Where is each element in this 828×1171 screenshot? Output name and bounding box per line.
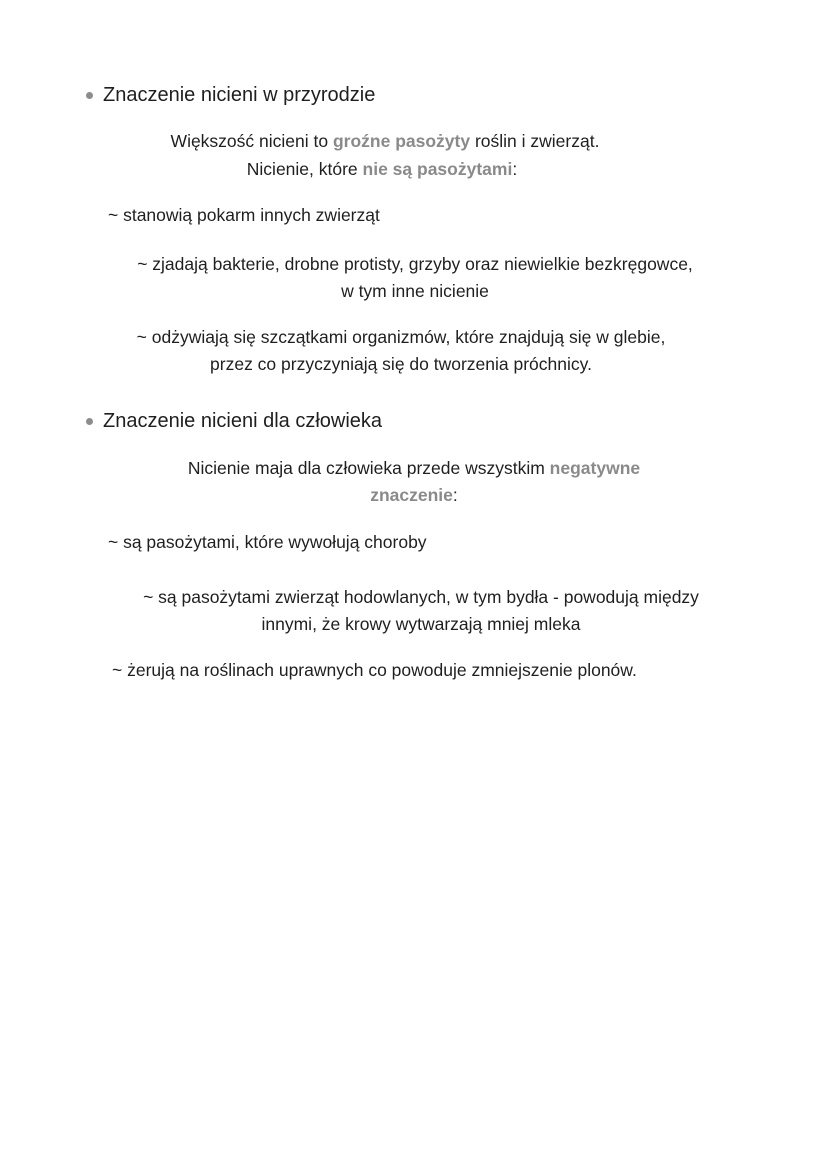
highlight-text: groźne pasożyty	[332, 131, 471, 151]
intro-text: :	[512, 159, 518, 179]
intro-line	[0, 455, 828, 482]
highlight-text: nie są pasożytami	[362, 159, 513, 179]
list-item-text: ~ stanowią pokarm innych zwierząt	[108, 205, 380, 225]
list-item-text: ~ są pasożytami, które wywołują choroby	[108, 532, 427, 552]
highlight-text: znaczenie	[370, 485, 453, 505]
intro-text: Nicienie maja dla człowieka przede wszystkim	[187, 458, 550, 478]
list-item-text: ~ zjadają bakterie, drobne protisty, grzyby oraz niewielkie bezkręgowce,	[137, 254, 693, 274]
list-item-text: ~ są pasożytami zwierząt hodowlanych, w tym bydła - powodują między	[143, 587, 699, 607]
list-item	[108, 529, 427, 556]
intro-text: roślin i zwierząt.	[470, 131, 600, 151]
list-item-text: przez co przyczyniają się do tworzenia próchnicy.	[210, 354, 592, 374]
intro-line	[0, 482, 828, 509]
bullet-icon	[86, 92, 93, 99]
intro-line	[0, 128, 770, 155]
section-heading-human	[86, 407, 382, 435]
list-item	[104, 324, 698, 378]
intro-text: Nicienie, które	[246, 159, 363, 179]
list-item-text: w tym inne nicienie	[341, 281, 489, 301]
list-item	[104, 251, 726, 305]
intro-text: :	[452, 485, 458, 505]
section-heading-nature	[86, 81, 375, 109]
section-heading-text: Znaczenie nicieni w przyrodzie	[103, 84, 376, 106]
list-item	[112, 657, 637, 684]
bullet-icon	[86, 418, 93, 425]
intro-line	[0, 156, 764, 183]
list-item-text: ~ odżywiają się szczątkami organizmów, które znajdują się w glebie,	[136, 327, 666, 347]
list-item	[108, 584, 734, 638]
section-heading-text: Znaczenie nicieni dla człowieka	[103, 410, 383, 432]
list-item	[108, 202, 380, 229]
list-item-text: ~ żerują na roślinach uprawnych co powoduje zmniejszenie plonów.	[112, 660, 637, 680]
highlight-text: negatywne	[549, 458, 641, 478]
intro-text: Większość nicieni to	[170, 131, 333, 151]
list-item-text: innymi, że krowy wytwarzają mniej mleka	[261, 614, 581, 634]
